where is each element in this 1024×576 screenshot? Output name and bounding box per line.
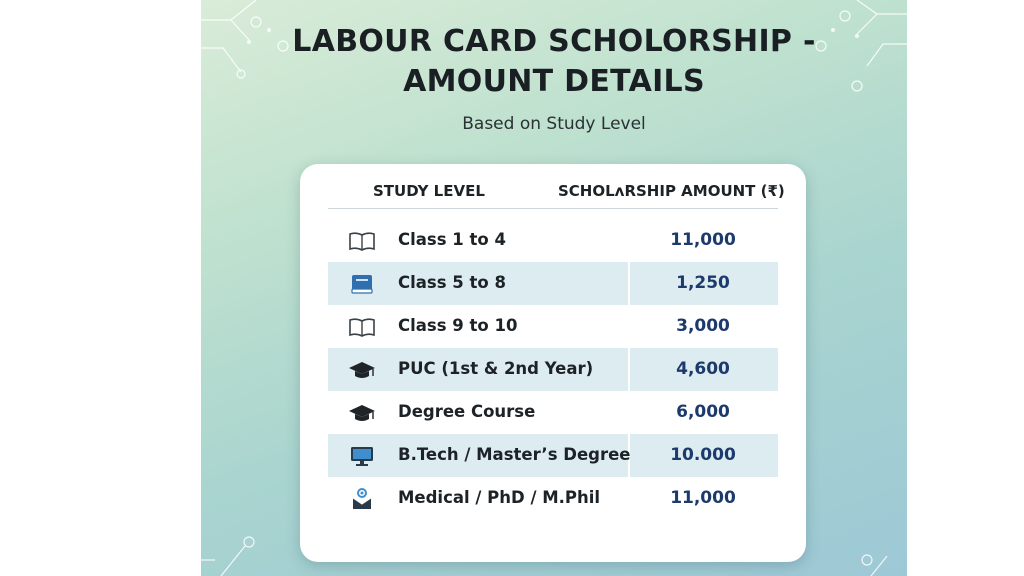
table-row: [328, 391, 778, 434]
cell-divider: [628, 348, 630, 391]
circuit-decoration-bottom-left: [201, 520, 291, 576]
closed-book-icon: [348, 273, 376, 295]
scholarship-table-card: [300, 164, 806, 562]
cell-divider: [628, 262, 630, 305]
title-line-1: LABOUR CARD SCHOLORSHIP -: [292, 24, 816, 59]
scholarship-amount-value: 6,000: [676, 402, 730, 422]
computer-monitor-icon: [348, 445, 376, 467]
table-row: [328, 219, 778, 262]
scholarship-amount-value: 11,000: [670, 488, 736, 508]
table-row: [328, 477, 778, 520]
table-header: [328, 178, 785, 209]
study-level-label: Class 1 to 4: [398, 230, 506, 249]
column-header-study-level: STUDY LEVEL: [373, 182, 485, 200]
medical-envelope-icon: [348, 488, 376, 510]
study-level-label: PUC (1st & 2nd Year): [398, 359, 594, 378]
study-level-label: Medical / PhD / M.Phil: [398, 488, 601, 507]
scholarship-amount-value: 3,000: [676, 316, 730, 336]
circuit-decoration-bottom-right: [831, 520, 907, 576]
study-level-label: Class 5 to 8: [398, 273, 506, 292]
column-header-scholarship-amount: SCHOLʌRSHIP AMOUNT (₹): [558, 182, 785, 200]
scholarship-poster: [201, 0, 907, 576]
scholarship-amount-value: 4,600: [676, 359, 730, 379]
table-row: [328, 305, 778, 348]
study-level-label: Class 9 to 10: [398, 316, 518, 335]
open-book-icon: [348, 230, 376, 252]
page-title: [201, 22, 907, 102]
table-row: [328, 348, 778, 391]
title-line-2: AMOUNT DETAILS: [403, 64, 705, 99]
scholarship-amount-value: 11,000: [670, 230, 736, 250]
graduation-cap-icon: [348, 359, 376, 381]
study-level-label: Degree Course: [398, 402, 536, 421]
table-row: [328, 262, 778, 305]
page-subtitle: Based on Study Level: [462, 114, 646, 134]
scholarship-amount-value: 1,250: [676, 273, 730, 293]
table-row: [328, 434, 778, 477]
scholarship-amount-value: 10.000: [670, 445, 736, 465]
study-level-label: B.Tech / Master’s Degree: [398, 445, 631, 464]
graduation-cap-icon: [348, 402, 376, 424]
open-book-icon: [348, 316, 376, 338]
